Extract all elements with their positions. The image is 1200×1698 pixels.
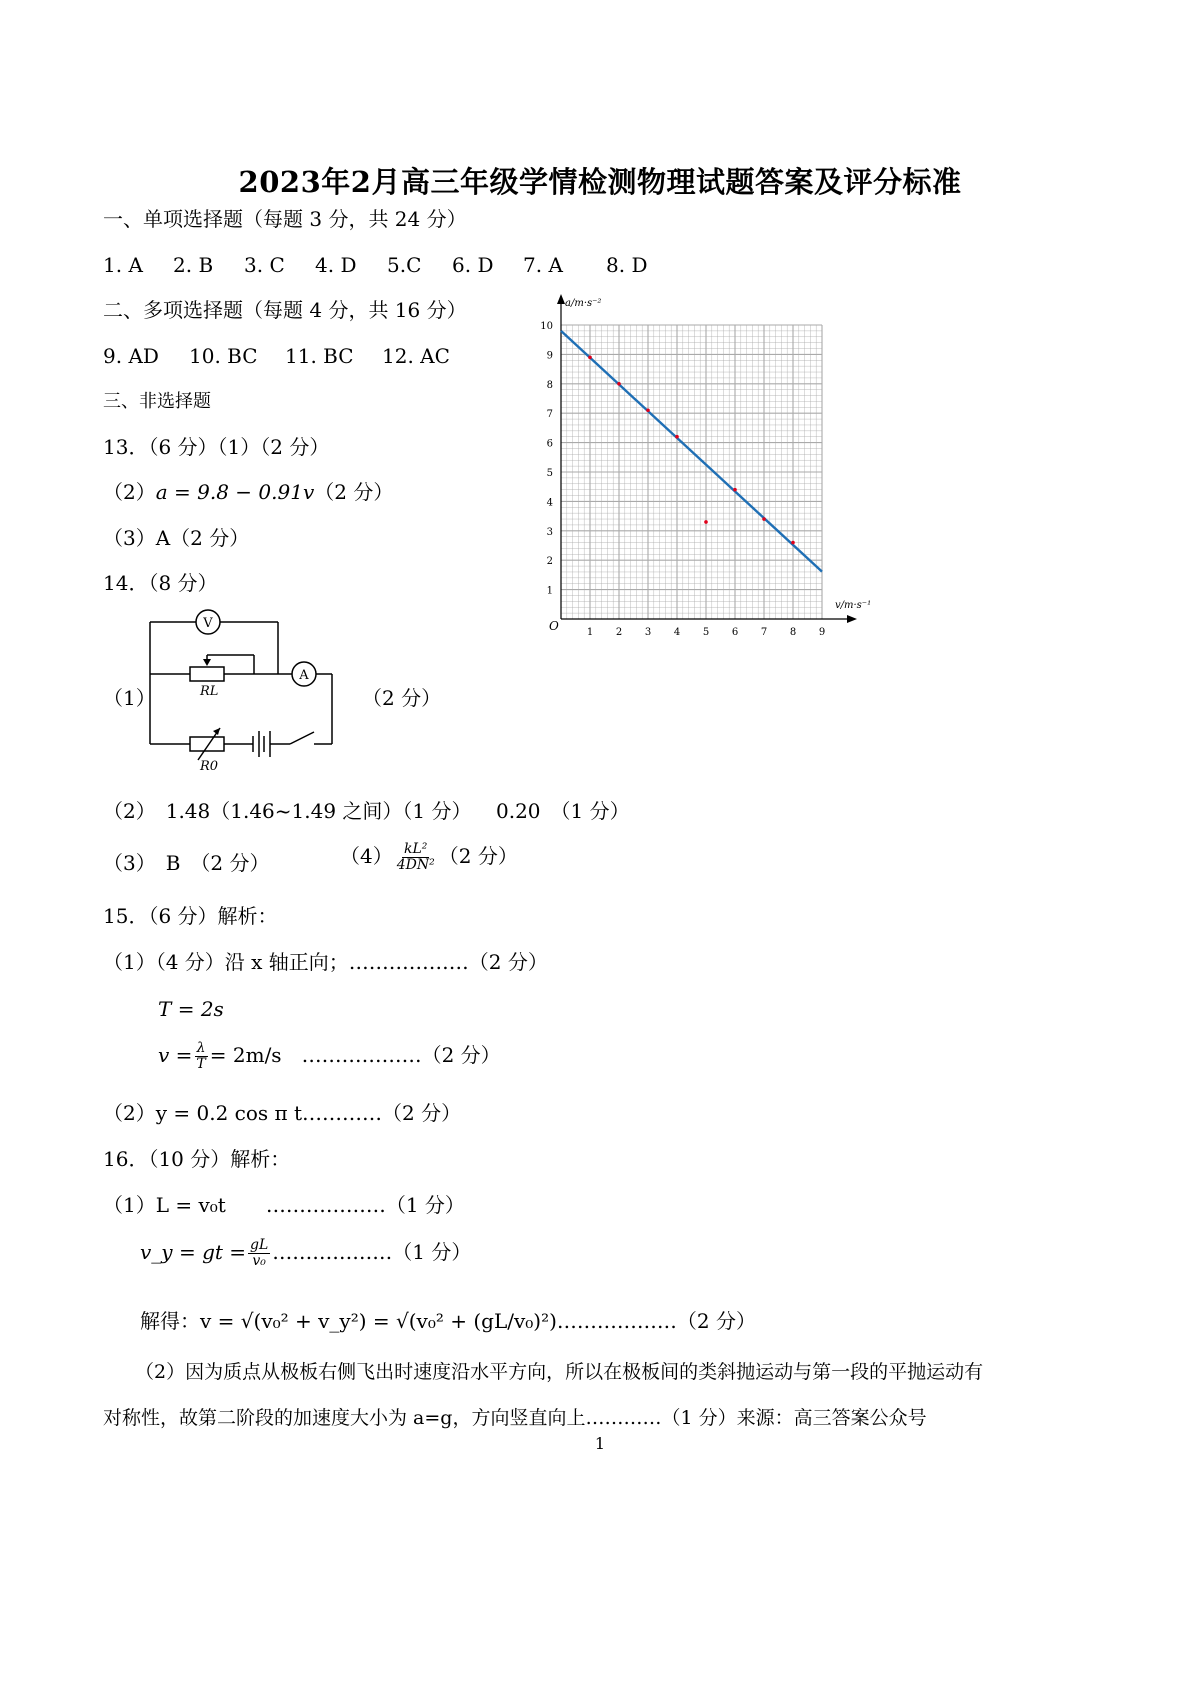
q16-head: 16．（10 分）解析： xyxy=(103,1147,291,1171)
answer-3: 3. C xyxy=(244,253,285,277)
y-tick-label: 3 xyxy=(546,526,553,538)
q16-vy-post: ………………（1 分） xyxy=(272,1240,472,1264)
chart-origin-label: O xyxy=(549,619,559,633)
q16-vy-fraction xyxy=(248,1238,270,1269)
q15-p2: （2）y = 0.2 cos π t…………（2 分） xyxy=(103,1101,462,1125)
acceleration-velocity-chart xyxy=(535,290,872,640)
data-point xyxy=(617,382,621,386)
chart-fit-line xyxy=(561,331,822,572)
q13-line1: 13．（6 分）（1）（2 分） xyxy=(103,435,330,459)
answer-5: 5.C xyxy=(387,253,422,277)
q14-p2b: 0.20 （1 分） xyxy=(496,799,630,823)
q16-vy xyxy=(140,1238,471,1269)
x-tick-label: 2 xyxy=(615,627,623,638)
q15-period: T = 2s xyxy=(158,997,224,1021)
q16-p2-line2: 对称性，故第二阶段的加速度大小为 a=g，方向竖直向上…………（1 分）来源：高三答案公众号 xyxy=(103,1407,927,1429)
answer-7: 7. A xyxy=(523,253,563,277)
x-tick-label: 9 xyxy=(818,627,826,638)
answer-10: 10. BC xyxy=(189,344,258,368)
q15-velocity xyxy=(158,1041,501,1072)
y-tick-label: 2 xyxy=(546,556,553,568)
answer-11: 11. BC xyxy=(285,344,354,368)
q15-p1: （1）（4 分）沿 x 轴正向；………………（2 分） xyxy=(103,950,548,974)
y-tick-label: 4 xyxy=(546,497,553,509)
x-tick-label: 5 xyxy=(702,627,710,638)
x-tick-label: 4 xyxy=(673,627,681,638)
data-point xyxy=(704,520,708,524)
chart-grid xyxy=(561,325,822,619)
data-point xyxy=(588,356,592,360)
fit-line xyxy=(561,331,822,572)
q15-v-post: = 2m/s ………………（2 分） xyxy=(209,1043,501,1067)
answer-4: 4. D xyxy=(315,253,357,277)
page-number: 1 xyxy=(594,1434,606,1453)
x-tick-label: 8 xyxy=(789,627,797,638)
y-tick-label: 5 xyxy=(546,468,553,479)
x-tick-label: 6 xyxy=(731,627,739,638)
q15-v-fraction xyxy=(194,1041,207,1072)
y-tick-label: 6 xyxy=(546,438,553,450)
q13-line2 xyxy=(103,480,393,504)
data-point xyxy=(675,435,679,439)
q14-p1-label: （1） xyxy=(103,686,156,710)
q16-p1: （1）L = v₀t ………………（1 分） xyxy=(103,1193,465,1217)
q13-line2-post: （2 分） xyxy=(314,480,394,504)
q13-equation: a = 9.8 − 0.91v xyxy=(155,480,315,504)
q15-head: 15．（6 分）解析： xyxy=(103,904,278,928)
q14-p4-denominator: 4DN² xyxy=(396,857,435,873)
q14-p2: （2） 1.48（1.46~1.49 之间）（1 分） xyxy=(103,799,472,823)
chart-y-axis-label: a/m·s⁻² xyxy=(565,298,602,309)
q16-vy-pre: v_y = gt = xyxy=(140,1240,247,1264)
y-tick-label: 1 xyxy=(546,585,553,597)
section-2-answers xyxy=(103,344,450,368)
section-1-heading: 一、单项选择题（每题 3 分，共 24 分） xyxy=(103,207,467,231)
answer-9: 9. AD xyxy=(103,344,159,368)
answer-1: 1. A xyxy=(103,253,143,277)
q16-p2-line1: （2）因为质点从极板右侧飞出时速度沿水平方向，所以在极板间的类斜抛运动与第一段的平抛运动有 xyxy=(135,1361,984,1383)
section-2-heading: 二、多项选择题（每题 4 分，共 16 分） xyxy=(103,298,467,322)
q15-v-numerator: λ xyxy=(196,1040,206,1056)
chart-axes xyxy=(557,294,857,623)
q16-vy-denominator: v₀ xyxy=(252,1253,266,1269)
data-point xyxy=(762,517,766,521)
page-title: 2023年2月高三年级学情检测物理试题答案及评分标准 xyxy=(238,165,962,199)
answer-6: 6. D xyxy=(452,253,494,277)
answer-12: 12. AC xyxy=(382,344,450,368)
q14-p4 xyxy=(340,842,518,873)
x-axis-arrow xyxy=(847,615,857,623)
y-tick-label: 8 xyxy=(546,379,553,391)
q13-line2-pre: （2） xyxy=(103,480,156,504)
r0-label: R0 xyxy=(200,759,219,774)
q14-head: 14．（8 分） xyxy=(103,571,218,595)
y-tick-label: 9 xyxy=(546,350,553,362)
q14-p4-fraction xyxy=(395,842,437,873)
chart-x-axis-label: v/m·s⁻¹ xyxy=(835,600,872,611)
q16-vy-numerator: gL xyxy=(250,1237,269,1253)
r0-resistor xyxy=(190,737,224,751)
x-tick-label: 1 xyxy=(586,627,594,638)
y-tick-label: 7 xyxy=(546,409,553,421)
circuit-diagram xyxy=(140,600,360,780)
q14-p4-numerator: kL² xyxy=(404,841,428,857)
q14-p3: （3） B （2 分） xyxy=(103,851,270,875)
x-tick-label: 7 xyxy=(760,627,768,638)
section-3-heading: 三、非选择题 xyxy=(103,391,211,412)
section-1-answers xyxy=(103,253,647,277)
answer-8: 8. D xyxy=(606,253,648,277)
q14-p4-post: （2 分） xyxy=(438,844,518,868)
ammeter-label: A xyxy=(299,668,309,683)
y-axis-arrow xyxy=(557,294,565,304)
rl-label: RL xyxy=(200,684,219,699)
q13-line3: （3）A（2 分） xyxy=(103,526,250,550)
voltmeter-label: V xyxy=(203,616,213,631)
q15-v-pre: v = xyxy=(158,1043,193,1067)
q14-p1-score: （2 分） xyxy=(362,686,442,710)
rl-resistor xyxy=(190,667,224,681)
data-point xyxy=(733,488,737,492)
q14-p4-pre: （4） xyxy=(340,844,393,868)
q16-solution: 解得：v = √(v₀² + v_y²) = √(v₀² + (gL/v₀)²)………………（2 分） xyxy=(140,1309,757,1333)
answer-2: 2. B xyxy=(173,253,214,277)
q15-v-denominator: T xyxy=(196,1056,206,1072)
y-tick-label: 10 xyxy=(540,321,553,332)
x-tick-label: 3 xyxy=(644,627,652,638)
data-point xyxy=(791,541,795,545)
data-point xyxy=(646,408,650,412)
